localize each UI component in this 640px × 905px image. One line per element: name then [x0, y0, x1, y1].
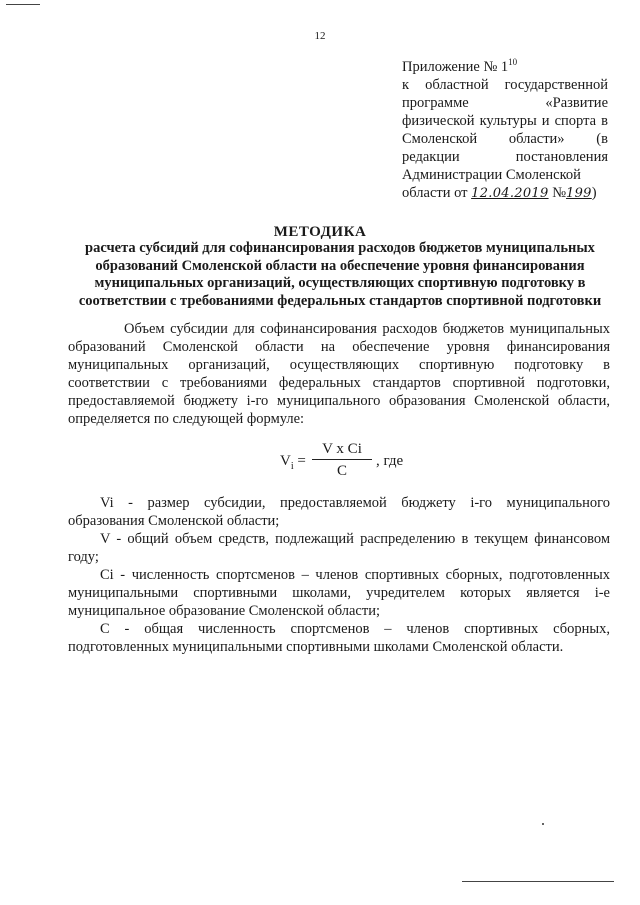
top-scan-line [6, 4, 40, 5]
document-subtitle: расчета субсидий для софинансирования расходов бюджетов муниципальных образований Смоленской области на обеспечение уровня финансирования муниципальных организаций, осуществляющих спортивную подготовку в соответствии с требованиями федеральных стандартов спортивной подготовки [78, 240, 602, 309]
handwritten-date: 12.04.2019 [471, 185, 549, 201]
formula [280, 440, 440, 484]
intro-paragraph: Объем субсидии для софинансирования расходов бюджетов муниципальных образований Смоленской области на обеспечение уровня финансирования муниципальных организаций, осуществляющих спортивную подготовку в соответствии с требованиями федеральных стандартов спортивной подготовки, предоставляемой бюджету i-го муниципального образования Смоленской области, определяется по следующей формуле: [68, 321, 610, 427]
formula-lhs-sub: i [290, 461, 294, 472]
appendix-block [402, 53, 608, 203]
definition-vi: Vi - размер субсидии, предоставляемой бюджету i-го муниципального образования Смоленской области; [68, 495, 610, 529]
document-title: МЕТОДИКА [273, 224, 367, 240]
formula-numerator: V x Ci [322, 441, 362, 457]
formula-lhs [280, 453, 306, 472]
scan-speck [542, 823, 544, 825]
fraction-bar [312, 459, 372, 460]
appendix-number-prefix: № [552, 184, 567, 201]
formula-equals: = [297, 453, 306, 469]
definition-c: C - общая численность спортсменов – членов спортивных сборных, подготовленных муниципальными спортивными школами Смоленской области. [68, 621, 610, 655]
appendix-last-prefix: области от [402, 184, 468, 201]
appendix-last-line [402, 184, 608, 203]
handwritten-number: 199 [566, 185, 592, 201]
appendix-heading [402, 53, 608, 76]
appendix-heading-sup: 10 [508, 57, 518, 67]
page-number: 12 [314, 30, 326, 42]
definition-ci: Ci - численность спортсменов – членов спортивных сборных, подготовленных муниципальными спортивными школами, учредителем которых является i-е муниципальное образование Смоленской области; [68, 567, 610, 619]
appendix-body: к областной государственной программе «Развитие физической культуры и спорта в Смоленской области» (в редакции постановления Администрации Смоленской [402, 76, 608, 183]
formula-denominator: C [336, 463, 347, 479]
formula-lhs-var: V [280, 453, 291, 469]
bottom-scan-line [462, 881, 614, 882]
formula-tail: , где [376, 453, 404, 469]
formula-fraction [312, 440, 372, 480]
appendix-last-suffix: ) [591, 184, 597, 201]
appendix-heading-text: Приложение № 1 [402, 58, 509, 75]
definition-v: V - общий объем средств, подлежащий распределению в текущем финансовом году; [68, 531, 610, 565]
